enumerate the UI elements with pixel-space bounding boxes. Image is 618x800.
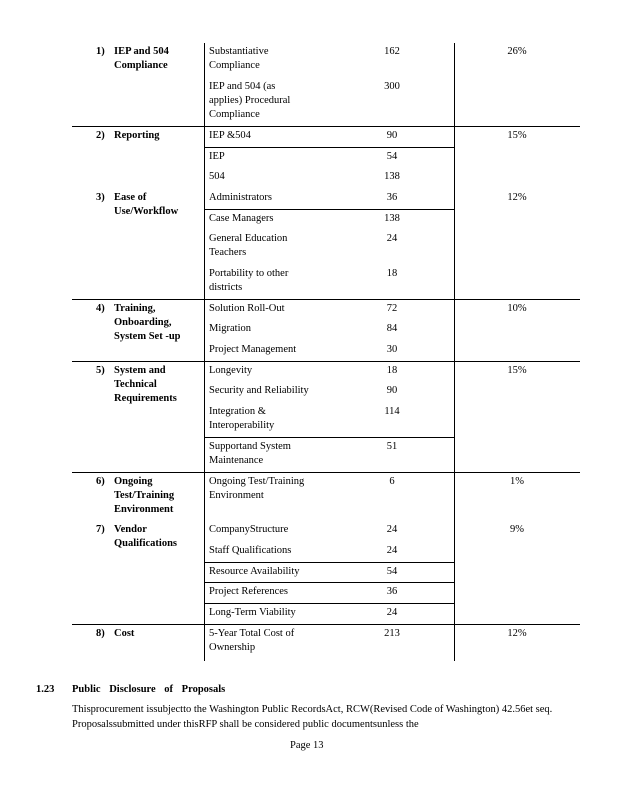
row-3-item-3-label: General Education Teachers <box>209 233 288 258</box>
row-2-category: Reporting <box>114 130 160 141</box>
row-6-item-1-points: 6 <box>389 476 395 487</box>
row-3-number: 3) <box>96 192 105 203</box>
item-separator <box>204 582 454 583</box>
row-2-number: 2) <box>96 130 105 141</box>
row-4-item-3-label: Project Management <box>209 344 297 355</box>
row-2-item-3-label: 504 <box>209 171 225 182</box>
row-2-item-2-points: 54 <box>386 151 398 162</box>
row-3-item-1-points: 36 <box>386 192 398 203</box>
row-3-item-2-label: Case Managers <box>209 213 274 224</box>
row-3-item-4-label: Portability to other districts <box>209 268 289 293</box>
row-5-weight: 15% <box>507 365 527 376</box>
row-4-number: 4) <box>96 303 105 314</box>
row-1-item-1-points: 162 <box>384 46 400 57</box>
row-3-item-3-points: 24 <box>386 233 398 244</box>
row-1-weight: 26% <box>507 46 527 57</box>
row-3-item-2-points: 138 <box>384 213 400 224</box>
row-separator <box>72 624 580 625</box>
row-6-category: Ongoing Test/Training Environment <box>114 476 175 515</box>
row-6-number: 6) <box>96 476 105 487</box>
row-7-item-4-label: Project References <box>209 586 289 597</box>
section-number: 1.23 <box>36 684 55 695</box>
row-4-item-3-points: 30 <box>386 344 398 355</box>
row-1-item-2-label: IEP and 504 (as applies) Procedural Compliance <box>209 81 291 120</box>
page-number: Page 13 <box>290 740 324 751</box>
row-2-weight: 15% <box>507 130 527 141</box>
row-7-item-2-label: Staff Qualifications <box>209 545 292 556</box>
row-separator <box>72 126 580 127</box>
row-5-item-2-label: Security and Reliability <box>209 385 309 396</box>
column-divider <box>204 43 205 661</box>
row-7-weight: 9% <box>510 524 524 535</box>
row-3-item-1-label: Administrators <box>209 192 272 203</box>
row-5-number: 5) <box>96 365 105 376</box>
row-4-item-2-points: 84 <box>386 323 398 334</box>
row-1-number: 1) <box>96 46 105 57</box>
row-7-item-1-points: 24 <box>386 524 398 535</box>
row-8-number: 8) <box>96 628 105 639</box>
row-7-item-3-label: Resource Availability <box>209 566 300 577</box>
row-3-weight: 12% <box>507 192 527 203</box>
row-8-category: Cost <box>114 628 135 639</box>
row-7-number: 7) <box>96 524 105 535</box>
row-separator <box>72 361 580 362</box>
section-body: Thisprocurement issubjectto the Washington Public RecordsAct, RCW(Revised Code of Washington) 42.56et seq. Proposalssubmitted under thisRFP shall be considered public documentsunless the <box>72 704 553 730</box>
row-7-item-1-label: CompanyStructure <box>209 524 289 535</box>
row-1-item-1-label: Substantiative Compliance <box>209 46 269 71</box>
row-4-category: Training, Onboarding, System Set -up <box>114 303 181 342</box>
row-5-item-3-points: 114 <box>384 406 400 417</box>
row-6-weight: 1% <box>510 476 524 487</box>
item-separator <box>204 562 454 563</box>
row-4-weight: 10% <box>507 303 527 314</box>
row-5-item-4-label: Supportand System Maintenance <box>209 441 291 466</box>
row-2-item-3-points: 138 <box>384 171 400 182</box>
row-5-item-4-points: 51 <box>386 441 398 452</box>
row-7-item-3-points: 54 <box>386 566 398 577</box>
row-2-item-2-label: IEP <box>209 151 225 162</box>
row-7-item-4-points: 36 <box>386 586 398 597</box>
row-7-item-5-label: Long-Term Viability <box>209 607 296 618</box>
row-8-item-1-points: 213 <box>384 628 400 639</box>
row-4-item-1-points: 72 <box>386 303 398 314</box>
row-3-category: Ease of Use/Workflow <box>114 192 179 217</box>
row-1-category: IEP and 504 Compliance <box>114 46 169 71</box>
column-divider <box>454 43 455 661</box>
section-title: Public Disclosure of Proposals <box>72 684 226 695</box>
item-separator <box>204 437 454 438</box>
row-8-item-1-label: 5-Year Total Cost of Ownership <box>209 628 295 653</box>
row-7-item-2-points: 24 <box>386 545 398 556</box>
row-5-item-3-label: Integration & Interoperability <box>209 406 275 431</box>
row-8-weight: 12% <box>507 628 527 639</box>
item-separator <box>204 209 454 210</box>
row-separator <box>72 472 580 473</box>
item-separator <box>204 603 454 604</box>
row-7-category: Vendor Qualifications <box>114 524 178 549</box>
row-5-category: System and Technical Requirements <box>114 365 177 404</box>
row-7-item-5-points: 24 <box>386 607 398 618</box>
row-4-item-1-label: Solution Roll-Out <box>209 303 285 314</box>
row-5-item-1-points: 18 <box>386 365 398 376</box>
row-5-item-1-label: Longevity <box>209 365 253 376</box>
row-4-item-2-label: Migration <box>209 323 251 334</box>
row-separator <box>72 299 580 300</box>
row-5-item-2-points: 90 <box>386 385 398 396</box>
row-2-item-1-points: 90 <box>386 130 398 141</box>
row-1-item-2-points: 300 <box>384 81 400 92</box>
row-3-item-4-points: 18 <box>386 268 398 279</box>
item-separator <box>204 147 454 148</box>
row-6-item-1-label: Ongoing Test/Training Environment <box>209 476 305 501</box>
row-2-item-1-label: IEP &504 <box>209 130 251 141</box>
